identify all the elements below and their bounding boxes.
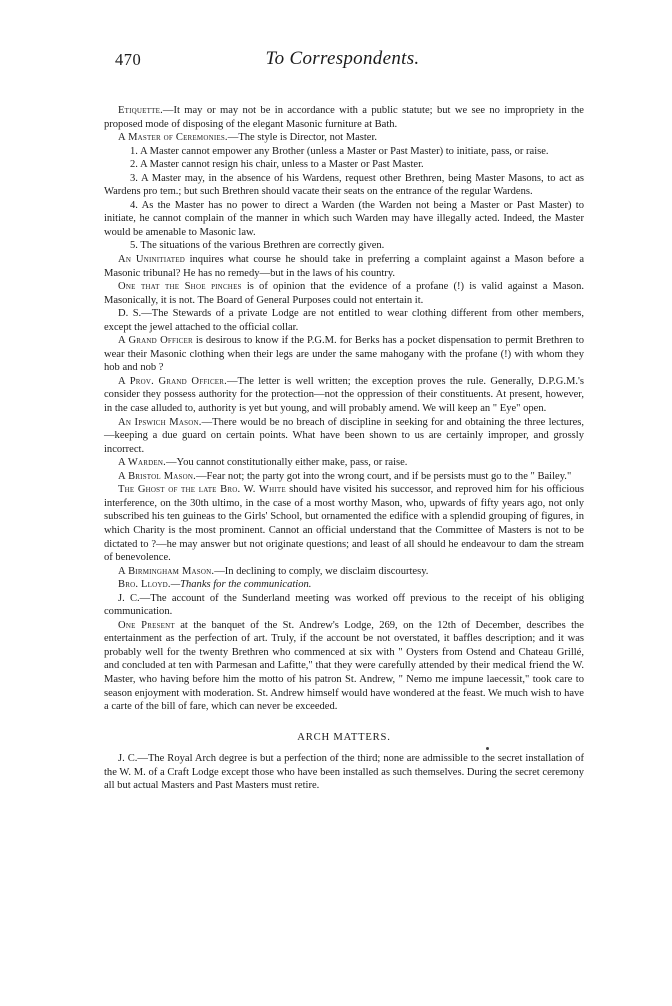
correspondence-body bbox=[104, 104, 584, 793]
running-title: To Correspondents. bbox=[265, 48, 420, 69]
entry-text: is of opinion that the evidence of a profane (!) is valid against a Mason. Masonically, it is not. The Board of General Purposes could not entertain it. bbox=[104, 281, 584, 306]
entry-heading: A Birmingham Mason. bbox=[118, 565, 215, 577]
entry-heading: Bro. Lloyd. bbox=[118, 579, 171, 591]
entry-paragraph bbox=[104, 470, 584, 484]
entry-paragraph bbox=[104, 416, 584, 457]
entry-text: is desirous to know if the P.G.M. for Berks has a pocket dispensation to permit Brethren to wear their Masonic clothing when their legs are under the same mahogany with the profane (!) with whom they hob and nob ? bbox=[104, 335, 584, 374]
entry-text: should have visited his successor, and reproved him for his officious interference, on the 30th ultimo, in the case of a most worthy Mason, who, upwards of fifty years ago, not only subscribed his ten guineas to the Girls' School, but ornamented the edifice with a splendid grouping of figures, in which Charity is the most prominent. Cannot an official understand that the Committee of Masters is not to be dictated to ?—he may answer but not originate questions; and least of all should he endeavour to dam the stream of benevolence. bbox=[104, 484, 584, 564]
numbered-point: 1. A Master cannot empower any Brother (unless a Master or Past Master) to initiate, pass, or raise. bbox=[130, 145, 549, 157]
entry-heading: The Ghost of the late Bro. W. White bbox=[118, 484, 286, 496]
entry-paragraph bbox=[104, 565, 584, 579]
entry-paragraph bbox=[104, 280, 584, 307]
entry-heading: A Grand Officer bbox=[118, 335, 193, 347]
entry-paragraph bbox=[104, 104, 584, 131]
entry-text: —You cannot constitutionally either make, pass, or raise. bbox=[165, 457, 408, 469]
numbered-point: 4. As the Master has no power to direct a Warden (the Warden not being a Master or Past Master) to initiate, he cannot complain of the manner in which such Warden may have illegally acted. Indeed, the Master would be amenable to Masonic law. bbox=[104, 199, 584, 238]
entry-text: —The Royal Arch degree is but a perfection of the third; none are admissible to the secret installation of the W. M. of a Craft Lodge except those who have been installed as such themselves. During the secret ceremony all but actual Masters and Past Masters must retire. bbox=[104, 753, 584, 792]
entry-text: —The style is Director, not Master. bbox=[227, 132, 378, 144]
entry-heading: One that the Shoe pinches bbox=[118, 281, 242, 293]
entry-text: inquires what course he should take in preferring a complaint against a Mason before a Masonic tribunal? He has no remedy—but in the laws of his country. bbox=[104, 254, 585, 279]
entry-paragraph bbox=[104, 752, 584, 793]
entry-text: —The account of the Sunderland meeting was worked off previous to the receipt of his obliging communication. bbox=[104, 592, 584, 618]
entry-paragraph bbox=[104, 483, 584, 564]
entry-paragraph bbox=[104, 334, 584, 375]
entry-paragraph bbox=[104, 456, 584, 470]
entry-heading: A Bristol Mason. bbox=[118, 470, 196, 482]
entry-heading: A Prov. Grand Officer. bbox=[118, 375, 227, 387]
entry-heading: J. C. bbox=[118, 592, 140, 604]
entry-heading: A Warden. bbox=[118, 457, 166, 469]
numbered-point: 5. The situations of the various Brethren are correctly given. bbox=[130, 240, 385, 252]
entry-text: —Fear not; the party got into the wrong court, and if be persists must go to the " Bailey." bbox=[196, 470, 572, 482]
entry-heading: A Master of Ceremonies. bbox=[118, 132, 228, 144]
entry-text: —In declining to comply, we disclaim discourtesy. bbox=[214, 565, 429, 577]
entry-heading: D. S. bbox=[118, 308, 142, 320]
entry-paragraph bbox=[104, 619, 584, 714]
entry-text: —The letter is well written; the exception proves the rule. Generally, D.P.G.M.'s consider they possess authority for the protection—not the oppression of their constituents. At present, however, in the case alluded to, authority is yet but young, and will probably amend. We will keep an " Eye" open. bbox=[104, 375, 585, 415]
entry-paragraph bbox=[104, 131, 584, 145]
page-header bbox=[103, 46, 582, 76]
entry-heading: J. C. bbox=[118, 753, 138, 765]
numbered-point: 2. A Master cannot resign his chair, unless to a Master or Past Master. bbox=[130, 159, 424, 171]
entry-heading: An Uninitiated bbox=[118, 254, 185, 266]
entry-text: —There would be no breach of discipline in seeking for and obtaining the three lectures,—keeping a due guard on certain points. What have been shown to us are certainly improper, and grossly incorrect. bbox=[104, 416, 584, 455]
entry-text: at the banquet of the St. Andrew's Lodge, 269, on the 12th of December, describes the entertainment as the perfection of art. Truly, if the account be not overstated, it baffles description; and it was probably well for the twenty Brethren who commenced at six with " Oysters from Ostend and Chateau Grillé, and concluded at ten with Parmesan and Lafitte," that they were carefully attended by their medical friend the W. Master, who having before him the motto of his patron St. Andrew, " Nemo me impune laecessit," took care to season enjoyment with moderation. St. Andrew himself would have wondered at the feast. We much wish to have a carte of the bill of fare, which can never be exceeded. bbox=[104, 619, 584, 713]
page-number: 470 bbox=[115, 50, 142, 69]
entry-text: —The Stewards of a private Lodge are not entitled to wear clothing different from other members, except the jewel attached to the official collar. bbox=[104, 308, 584, 333]
entry-paragraph bbox=[104, 578, 584, 592]
entry-paragraph bbox=[104, 592, 584, 619]
entry-paragraph bbox=[104, 307, 584, 334]
entry-text: —It may or may not be in accordance with a public statute; but we see no impropriety in the proposed mode of disposing of the elegant Masonic furniture at Bath. bbox=[104, 105, 584, 130]
section-heading: ARCH MATTERS. bbox=[297, 731, 391, 743]
entry-paragraph bbox=[104, 253, 584, 280]
entry-heading: Etiquette. bbox=[118, 105, 163, 116]
entry-text: —Thanks for the communication. bbox=[170, 579, 312, 591]
entry-heading: One Present bbox=[118, 619, 175, 631]
print-speck bbox=[486, 747, 489, 750]
entry-heading: An Ipswich Mason. bbox=[118, 416, 202, 428]
numbered-point: 3. A Master may, in the absence of his Wardens, request other Brethren, being Master Masons, to act as Wardens pro tem.; but such Brethren should vacate their seats on the entrance of the regular Wardens. bbox=[104, 172, 584, 198]
entry-paragraph bbox=[104, 375, 584, 416]
